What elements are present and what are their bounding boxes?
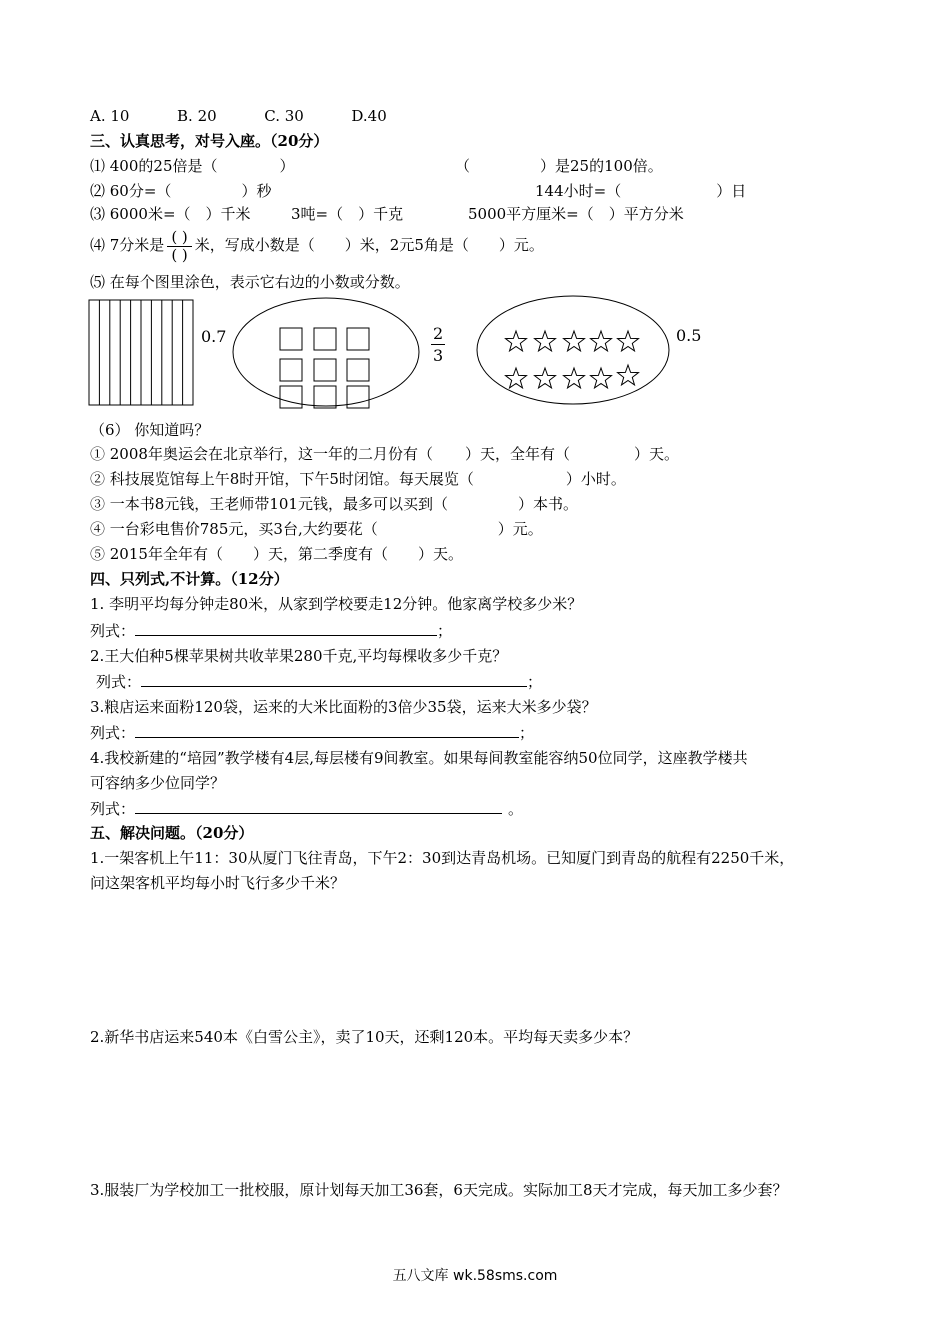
s5-problem-2: 2.新华书店运来540本《白雪公主》，卖了10天，还剩120本。平均每天卖多少本？ bbox=[90, 1028, 639, 1046]
fig3-label: 0.5 bbox=[676, 326, 702, 345]
s5-problem-1-line2: 问这架客机平均每小时飞行多少千米？ bbox=[90, 874, 346, 892]
q3-b: 3吨=（ ）千克 bbox=[291, 205, 404, 223]
striped-rectangle bbox=[89, 300, 193, 405]
star-icon bbox=[535, 368, 556, 388]
option-c: C. 30 bbox=[264, 107, 304, 125]
q6-1: ① 2008年奥运会在北京举行，这一年的二月份有（ ）天，全年有（ ）天。 bbox=[90, 445, 679, 463]
q5: ⑸ 在每个图里涂色，表示它右边的小数或分数。 bbox=[90, 273, 410, 291]
fig2-fraction: 2 3 bbox=[433, 324, 444, 365]
q6-title: （6） 你知道吗？ bbox=[90, 421, 210, 439]
s5-problem-1-line1: 1.一架客机上午11：30从厦门飞往青岛，下午2：30到达青岛机场。已知厦门到青岛的航程有2250千米， bbox=[90, 849, 795, 867]
square-cell bbox=[314, 359, 336, 381]
footer-watermark: 五八文库 wk.58sms.com bbox=[392, 1268, 558, 1284]
q3-a: ⑶ 6000米=（ ）千米 bbox=[90, 205, 251, 223]
answer-line-1[interactable] bbox=[135, 621, 437, 636]
option-b: B. 20 bbox=[177, 107, 217, 125]
stars-ellipse bbox=[477, 296, 669, 404]
q3-c: 5000平方厘米=（ ）平方分米 bbox=[468, 205, 684, 223]
square-cell bbox=[280, 328, 302, 350]
square-cell bbox=[347, 328, 369, 350]
square-cell bbox=[314, 386, 336, 408]
q4: ⑷ 7分米是 $\frac{( )}{( )}$ 米，写成小数是（ ）米，2元5角是（ ）元。 bbox=[90, 227, 544, 264]
option-a: A. 10 bbox=[90, 107, 130, 125]
square-cell bbox=[314, 328, 336, 350]
squares-ellipse bbox=[233, 298, 419, 408]
s4-problem-4-line1: 4.我校新建的“培园”教学楼有4层,每层楼有9间教室。如果每间教室能容纳50位同学，这座教学楼共 bbox=[90, 749, 748, 767]
square-cell bbox=[347, 359, 369, 381]
star-icon bbox=[591, 331, 612, 351]
fig1-label: 0.7 bbox=[201, 327, 227, 346]
star-icon bbox=[564, 368, 585, 388]
star-icon bbox=[506, 331, 527, 351]
q4-fraction: $\frac{( )}{( )}$ bbox=[167, 229, 191, 264]
star-icon bbox=[591, 368, 612, 388]
s4-problem-4-line2: 可容纳多少位同学？ bbox=[90, 774, 226, 792]
section-3-title: 三、认真思考，对号入座。（20分） bbox=[90, 132, 329, 150]
square-cell bbox=[280, 386, 302, 408]
star-icon bbox=[618, 365, 639, 385]
s4-problem-3: 3.粮店运来面粉120袋，运来的大米比面粉的3倍少35袋，运来大米多少袋？ bbox=[90, 698, 597, 716]
s4-problem-1: 1. 李明平均每分钟走80米，从家到学校要走12分钟。他家离学校多少米？ bbox=[90, 595, 583, 613]
s4-problem-2: 2.王大伯种5棵苹果树共收苹果280千克,平均每棵收多少千克？ bbox=[90, 647, 508, 665]
q2-right: 144小时=（ ）日 bbox=[535, 182, 747, 200]
s5-problem-3: 3.服装厂为学校加工一批校服，原计划每天加工36套，6天完成。实际加工8天才完成，每天加工多少套？ bbox=[90, 1181, 788, 1199]
star-icon bbox=[535, 331, 556, 351]
answer-line-4[interactable] bbox=[135, 799, 502, 814]
s4-formula-1: 列式： ； bbox=[90, 622, 453, 640]
answer-line-3[interactable] bbox=[135, 723, 519, 738]
q6-3: ③ 一本书8元钱，王老师带101元钱，最多可以买到（ ）本书。 bbox=[90, 495, 578, 513]
q6-4: ④ 一台彩电售价785元，买3台,大约要花（ ）元。 bbox=[90, 520, 543, 538]
answer-line-2[interactable] bbox=[141, 672, 527, 687]
section-5-title: 五、解决问题。（20分） bbox=[90, 824, 254, 842]
q1-right: （ ）是25的100倍。 bbox=[455, 157, 663, 175]
q2-left: ⑵ 60分=（ ）秒 bbox=[90, 182, 272, 200]
s4-formula-3: 列式： ； bbox=[90, 724, 535, 742]
section-4-title: 四、只列式,不计算。（12分） bbox=[90, 570, 289, 588]
star-icon bbox=[564, 331, 585, 351]
square-cell bbox=[280, 359, 302, 381]
q6-5: ⑤ 2015年全年有（ ）天，第二季度有（ ）天。 bbox=[90, 545, 463, 563]
star-icon bbox=[618, 331, 639, 351]
q1-left: ⑴ 400的25倍是（ ） bbox=[90, 157, 295, 175]
q6-2: ② 科技展览馆每上午8时开馆，下午5时闭馆。每天展览（ ）小时。 bbox=[90, 470, 626, 488]
options-row bbox=[90, 106, 387, 126]
option-d: D.40 bbox=[351, 107, 387, 125]
s4-formula-2: 列式： ； bbox=[96, 673, 543, 691]
star-icon bbox=[506, 368, 527, 388]
figures-area bbox=[0, 290, 950, 420]
s4-formula-4: 列式： 。 bbox=[90, 800, 524, 818]
